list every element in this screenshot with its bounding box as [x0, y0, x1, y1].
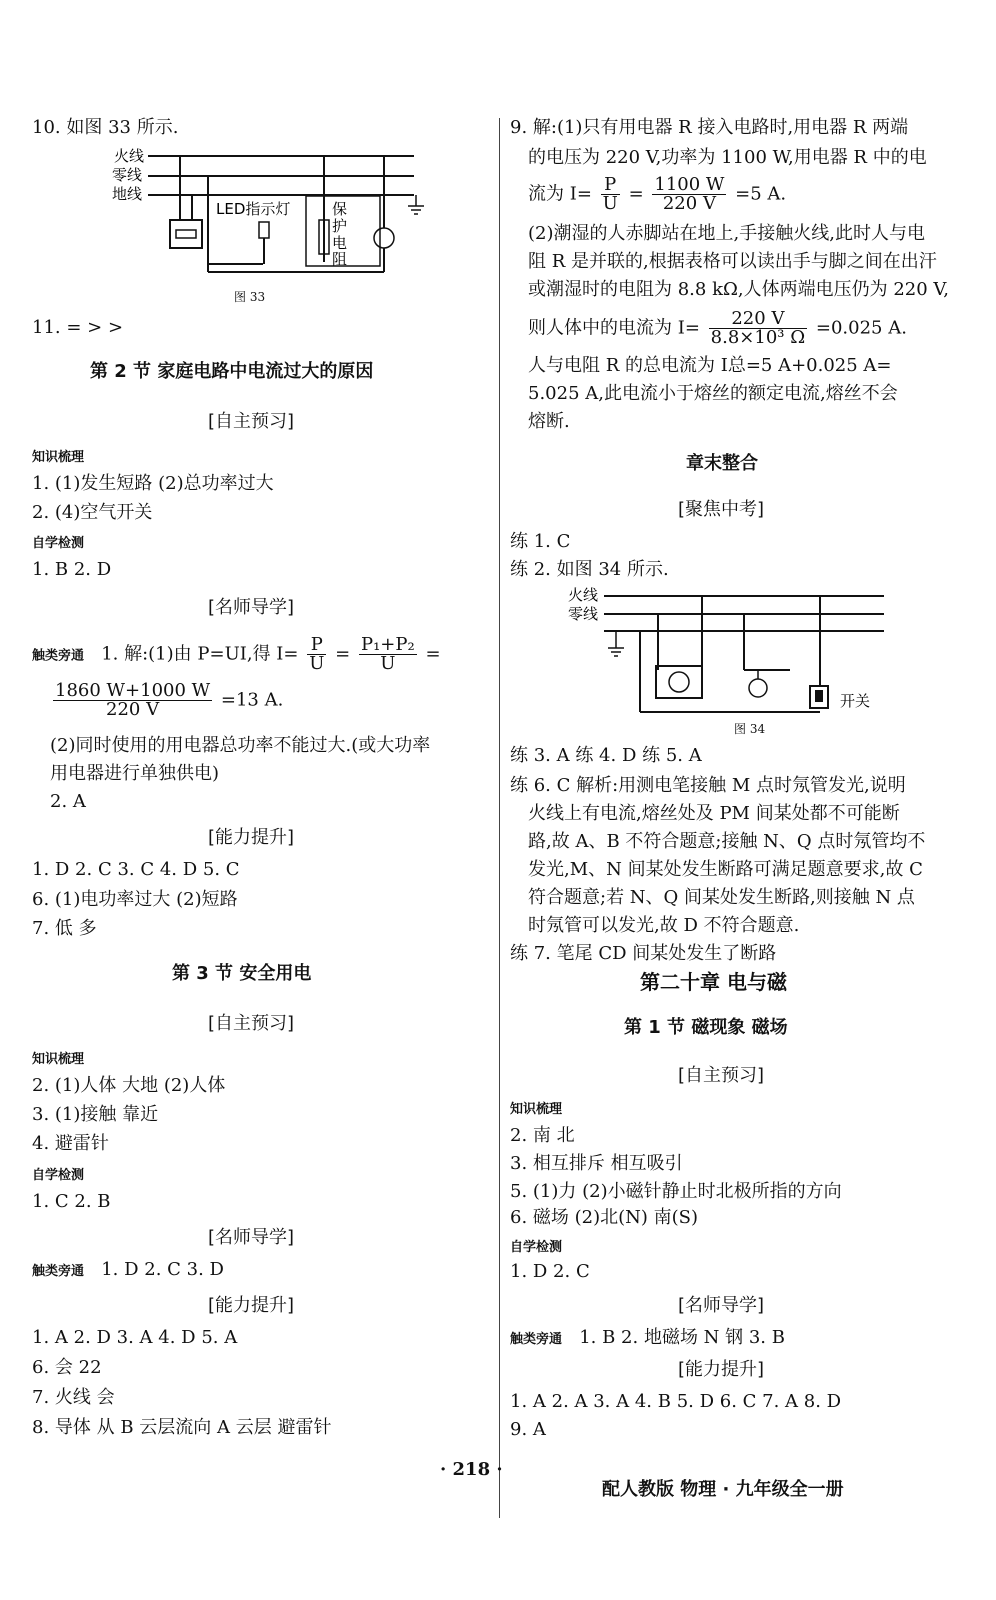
zhishi-label-2: 知识梳理 [32, 1052, 85, 1067]
page-number: · 218 · [440, 1459, 503, 1480]
s2-n2: 6. (1)电功率过大 (2)短路 [32, 889, 238, 910]
k4: 6. 磁场 (2)北(N) 南(S) [510, 1207, 699, 1228]
s3-n2: 6. 会 22 [32, 1357, 102, 1378]
fraction-p-u: $\frac{P}{U}$ [309, 634, 325, 674]
s3-n4: 8. 导体 从 B 云层流向 A 云层 避雷针 [32, 1417, 332, 1438]
sec1-title: 第 1 节 磁现象 磁场 [624, 1017, 788, 1038]
p6-6: 时氖管可以发光,故 D 不符合题意. [528, 915, 800, 936]
chulei-label: 触类旁通 [32, 648, 85, 664]
book-info: 配人教版 物理 · 九年级全一册 [602, 1479, 844, 1500]
p6-2: 火线上有电流,熔丝处及 PM 间某处都不可能断 [528, 803, 900, 824]
s3-m: 1. D 2. C 3. D [101, 1259, 224, 1280]
zhangmo-title: 章末整合 [686, 453, 758, 474]
q9-4: (2)潮湿的人赤脚站在地上,手接触火线,此时人与电 [528, 223, 925, 244]
s2-n1: 1. D 2. C 3. C 4. D 5. C [32, 859, 240, 880]
switch-label: 开关 [840, 692, 871, 710]
p6-1: 练 6. C 解析:用测电笔接触 M 点时氖管发光,说明 [510, 775, 906, 796]
mingshi-heading: [名师导学] [208, 597, 295, 618]
p2: 练 2. 如图 34 所示. [510, 559, 669, 580]
s3-n1: 1. A 2. D 3. A 4. D 5. A [32, 1327, 238, 1348]
z1: 1. D 2. C [510, 1261, 590, 1282]
q10-text: 10. 如图 33 所示. [32, 117, 179, 138]
s2-n3: 7. 低 多 [32, 918, 97, 939]
fig34-caption: 图 34 [734, 722, 766, 736]
bulb-icon [374, 228, 394, 248]
s3-n3: 7. 火线 会 [32, 1387, 115, 1408]
q9-5: 阻 R 是并联的,根据表格可以读出手与脚之间在出汗 [528, 251, 937, 272]
p3: 练 3. A 练 4. D 练 5. A [510, 745, 702, 766]
zixue-label: 自学检测 [32, 536, 85, 551]
s3-m-line [32, 1258, 224, 1284]
s2-m1-line2: $\frac{1860 W+1000 W}{220 V}$ =13 A. [55, 680, 284, 720]
q9-8: 人与电阻 R 的总电流为 I总=5 A+0.025 A= [528, 355, 892, 376]
zhishi-label: 知识梳理 [32, 450, 85, 465]
chulei-label-2: 触类旁通 [32, 1264, 85, 1279]
neutral-wire-label-2: 零线 [568, 605, 599, 623]
q9-3: 流为 I= $\frac{P}{U}$ = $\frac{1100 W}{220 V}$ =5 A. [528, 174, 787, 214]
fire-wire-label-2: 火线 [568, 586, 599, 604]
fraction-p-u-2: $\frac{P}{U}$ [602, 174, 618, 214]
p6-5: 符合题意;若 N、Q 间某处发生断路,则接触 N 点 [528, 887, 915, 908]
s3-k2: 3. (1)接触 靠近 [32, 1104, 159, 1125]
figure-33-circuit [32, 142, 452, 278]
k3: 5. (1)力 (2)小磁针静止时北极所指的方向 [510, 1181, 842, 1202]
q11-text: 11. = > > [32, 317, 124, 338]
s3-z: 1. C 2. B [32, 1191, 111, 1212]
q9-6: 或潮湿时的电阻为 8.8 kΩ,人体两端电压仍为 220 V, [528, 279, 949, 300]
s3-k3: 4. 避雷针 [32, 1133, 109, 1154]
zizhu-heading-2: [自主预习] [208, 1013, 295, 1034]
s2-z: 1. B 2. D [32, 559, 112, 580]
s2-m2: (2)同时使用的用电器总功率不能过大.(或大功率 [50, 735, 431, 756]
sec2-title: 第 2 节 家庭电路中电流过大的原因 [90, 361, 374, 382]
bulb-icon-2 [749, 679, 767, 697]
s2-m4: 2. A [50, 791, 86, 812]
ground-wire-label: 地线 [112, 185, 143, 203]
fraction-220-8800: $\frac{220 V}{\text{8.8×10³ Ω}}$ [710, 308, 806, 348]
fraction-1100-220: $\frac{1100 W}{220 V}$ [654, 174, 725, 214]
m1-line [510, 1326, 785, 1352]
zizhu-heading: [自主预习] [208, 411, 295, 432]
s2-k2: 2. (4)空气开关 [32, 502, 153, 523]
p7: 练 7. 笔尾 CD 间某处发生了断路 [510, 943, 777, 964]
n1: 1. A 2. A 3. A 4. B 5. D 6. C 7. A 8. D [510, 1391, 842, 1412]
resistor-label: 保护电阻 [332, 200, 348, 268]
nengli-heading-3: [能力提升] [678, 1359, 765, 1380]
p6-4: 发光,M、N 间某处发生断路可满足题意要求,故 C [528, 859, 923, 880]
chapter20-title: 第二十章 电与磁 [640, 970, 787, 994]
neutral-wire-label: 零线 [112, 166, 143, 184]
jujiao-heading: [聚焦中考] [678, 499, 765, 520]
fraction-power-sum: $\frac{1860 W+1000 W}{220 V}$ [55, 680, 211, 720]
zixue-label-2: 自学检测 [32, 1168, 85, 1183]
s2-m1-line: 触类旁通 1. 解:(1)由 P=UI,得 I= $\frac{P}{U}$ = $\frac{\text{P₁+P₂}}{U}$ = [32, 634, 441, 674]
m1: 1. B 2. 地磁场 N 钢 3. B [579, 1327, 785, 1348]
q9-7: 则人体中的电流为 I= $\frac{220 V}{\text{8.8×10³ Ω}}$ =0.025 A. [528, 308, 907, 348]
zixue-label-3: 自学检测 [510, 1240, 563, 1255]
sec3-title: 第 3 节 安全用电 [172, 963, 312, 984]
fraction-p1p2-u: $\frac{\text{P₁+P₂}}{U}$ [360, 634, 415, 674]
s2-m1a: 1. 解:(1)由 P=UI,得 I= [101, 643, 299, 665]
mingshi-heading-3: [名师导学] [678, 1295, 765, 1316]
q9-9: 5.025 A,此电流小于熔丝的额定电流,熔丝不会 [528, 383, 898, 404]
nengli-heading: [能力提升] [208, 827, 295, 848]
s2-k1: 1. (1)发生短路 (2)总功率过大 [32, 473, 274, 494]
q9-10: 熔断. [528, 411, 570, 432]
column-divider [499, 118, 500, 1518]
p1: 练 1. C [510, 531, 571, 552]
k1: 2. 南 北 [510, 1125, 575, 1146]
q9-1: 9. 解:(1)只有用电器 R 接入电路时,用电器 R 两端 [510, 117, 909, 138]
s2-m3: 用电器进行单独供电) [50, 763, 220, 784]
figure-34-circuit [528, 582, 968, 722]
nengli-heading-2: [能力提升] [208, 1295, 295, 1316]
fire-wire-label: 火线 [114, 147, 145, 165]
chulei-label-3: 触类旁通 [510, 1332, 563, 1347]
zizhu-heading-3: [自主预习] [678, 1065, 765, 1086]
p6-3: 路,故 A、B 不符合题意;接触 N、Q 点时氖管均不 [528, 831, 926, 852]
n2: 9. A [510, 1419, 546, 1440]
zhishi-label-3: 知识梳理 [510, 1102, 563, 1117]
led-label: LED指示灯 [216, 200, 291, 218]
mingshi-heading-2: [名师导学] [208, 1227, 295, 1248]
s3-k1: 2. (1)人体 大地 (2)人体 [32, 1075, 226, 1096]
fig33-caption: 图 33 [234, 290, 266, 304]
socket-icon [656, 666, 702, 698]
k2: 3. 相互排斥 相互吸引 [510, 1153, 683, 1174]
q9-2: 的电压为 220 V,功率为 1100 W,用电器 R 中的电 [528, 147, 927, 168]
